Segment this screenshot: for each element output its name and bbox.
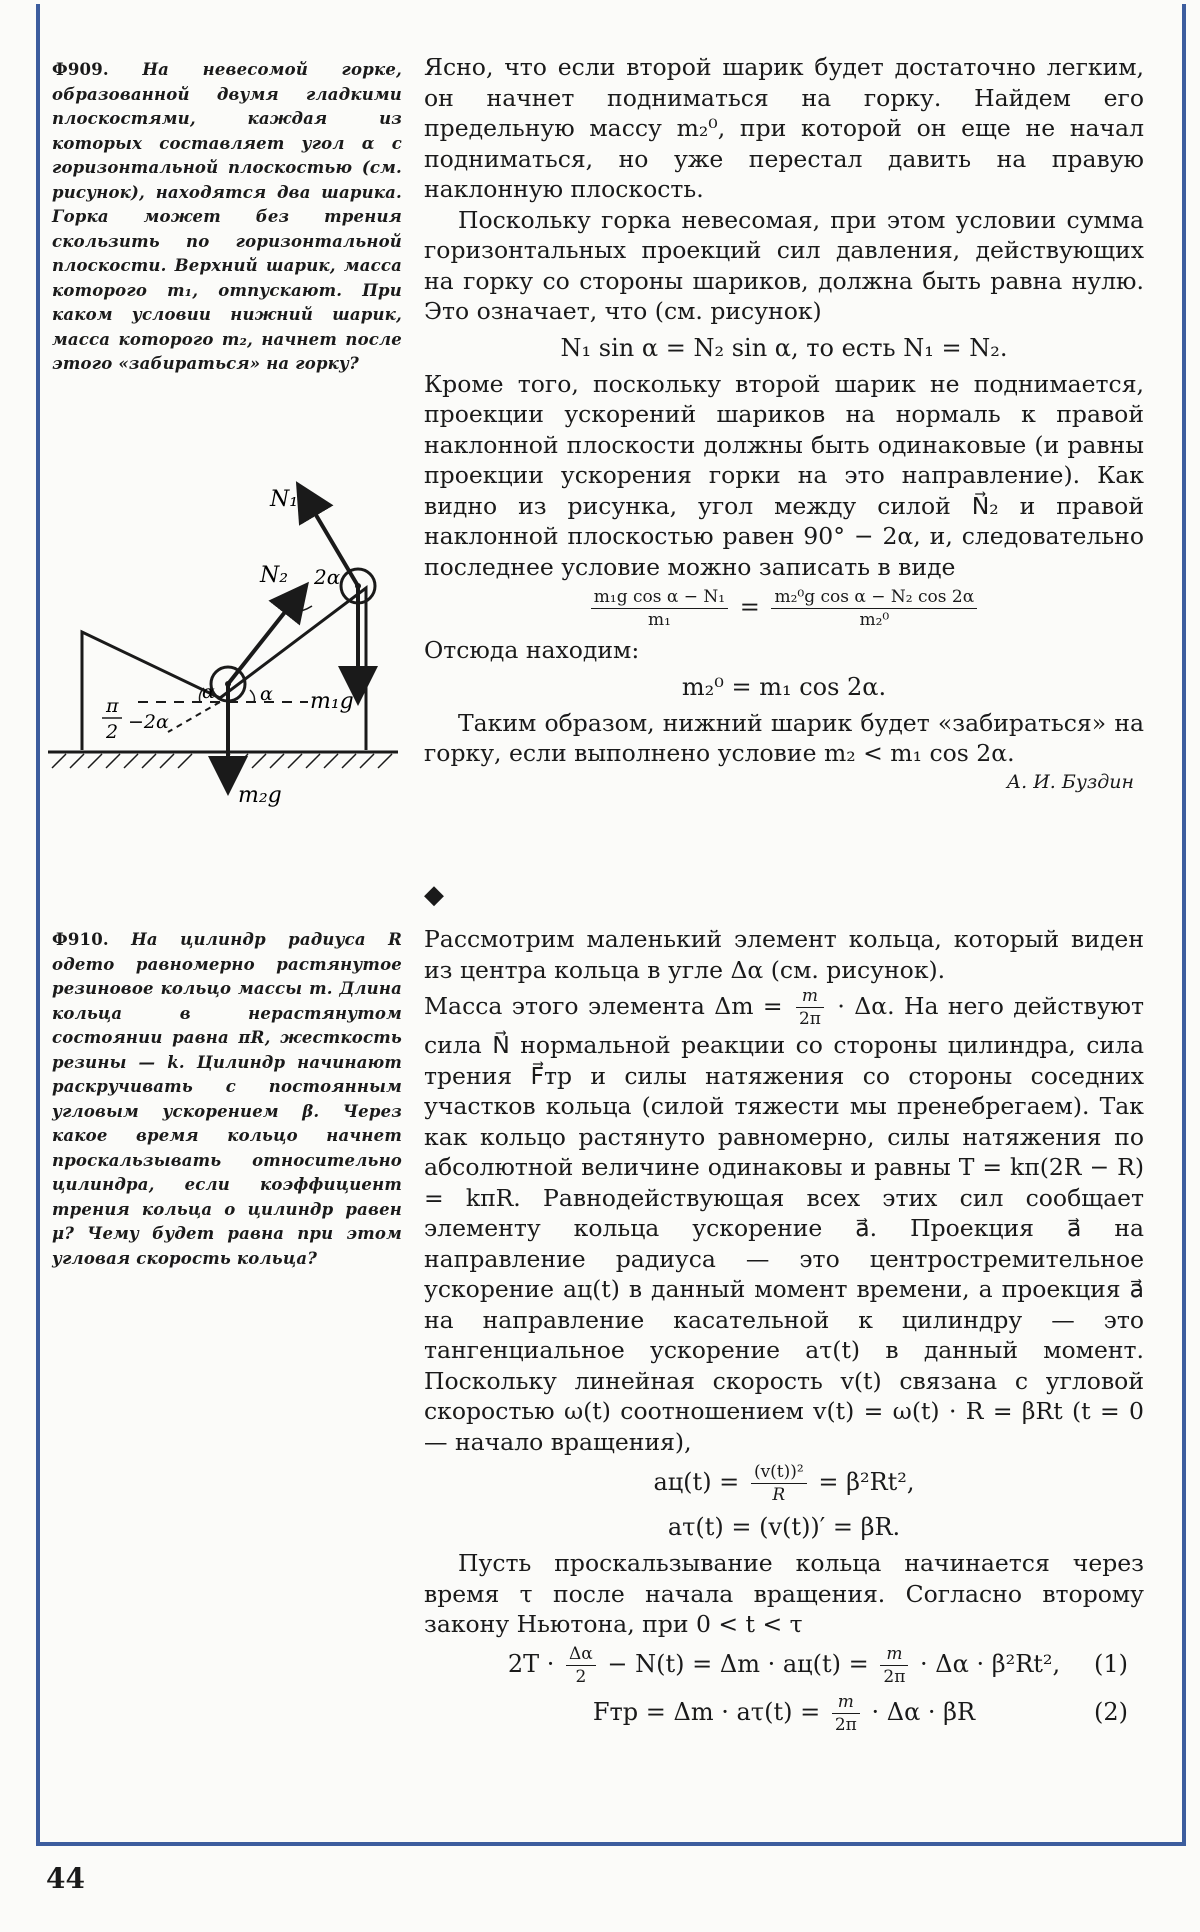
angle-a-right-arc (250, 690, 255, 702)
eq1-f1-num: Δα (566, 1643, 596, 1666)
label-n2: N₂ (260, 563, 289, 588)
f909-sol-p4: Отсюда находим: (424, 636, 640, 664)
eq1-f1-den: 2 (575, 1666, 587, 1687)
f909-sol-p2: Поскольку горка невесомая, при этом условии сумма горизонтальных проекций сил давления, действующих на горку со стороны шариков, должна быть равна нулю. Это означает, что (см. рисунок) (424, 205, 1144, 325)
f910-sol-p3: Пусть проскальзывание кольца начинается через время τ после начала вращения. Согласно второму закону Ньютона, при 0 < t < τ (424, 1549, 1144, 1638)
eq1-number: (1) (1094, 1649, 1128, 1678)
p2-frac-num: m (796, 985, 824, 1008)
eq2b-f-den: 2π (834, 1714, 857, 1735)
eq2-equals: = (739, 593, 760, 621)
eq1-part-c: · Δα · β²Rt², (920, 1649, 1061, 1678)
f910-eq-at: aτ(t) = (v(t))′ = βR. (667, 1513, 901, 1541)
f909-figure (48, 470, 404, 810)
f910-text: На цилиндр радиуса R одето равномерно растянутое резиновое кольцо массы m. Длина кольца в нерастянутом состоянии равна πR, жесткость резины — k. Цилиндр начинают раскручивать с постоянным угловым ускорением β. Через какое время кольцо начнет проскальзывать относительно цилиндра, если коэффициент трения кольца о цилиндр равен μ? Чему будет равна при этом угловая скорость кольца? (52, 930, 402, 1268)
f909-number: Ф909. (52, 60, 109, 79)
f909-eq2 (424, 586, 1144, 631)
f909-sol-p1: Ясно, что если второй шарик будет достаточно легким, он начнет подниматься на горку. Найдем его предельную массу m₂⁰, при которой он еще не начал подниматься, но уже перестал давить на правую наклонную плоскость. (424, 53, 1144, 203)
label-n1: N₁ (270, 487, 299, 512)
f910-eq1 (424, 1640, 1144, 1688)
eq-ac-fraction (751, 1461, 807, 1506)
eq2-left-den: m₁ (647, 610, 671, 630)
f909-sol-p3: Кроме того, поскольку второй шарик не поднимается, проекции ускорений шариков на нормаль к правой наклонной плоскости должны быть одинаковые (и равны проекции ускорения горки на это направление). Как видно из рисунка, угол между силой N⃗₂ и правой наклонной плоскостью равен 90° − 2α, и, следовательно последнее условие можно записать в виде (424, 369, 1144, 581)
label-a-left: α (202, 681, 215, 703)
f909-author: А. И. Буздин (1006, 770, 1134, 793)
label-m2g: m₂g (238, 783, 282, 808)
ground-hatching (52, 754, 392, 768)
f909-eq3: m₂⁰ = m₁ cos 2α. (681, 672, 887, 701)
f909-sol-p5: Таким образом, нижний шарик будет «забираться» на горку, если выполнено условие m₂ < m₁ cos 2α. (424, 708, 1144, 767)
eq-ac-num: (v(t))² (751, 1461, 807, 1484)
f909-problem (52, 58, 402, 377)
eq2-right-num: m₂⁰g cos α − N₂ cos 2α (771, 586, 977, 609)
label-pi: π (106, 695, 119, 717)
label-two: 2 (106, 721, 119, 743)
label-2a: 2α (314, 565, 341, 589)
eq2-part-b: · Δα · βR (871, 1697, 976, 1726)
eq2-right-fraction (771, 586, 977, 631)
f910-eq2 (424, 1688, 1144, 1736)
p2-pre: Масса этого элемента Δm = (424, 992, 783, 1020)
eq-ac-pre: aц(t) = (653, 1468, 740, 1496)
f910-sol-p2 (424, 985, 1144, 1457)
eq2b-f-num: m (832, 1691, 860, 1714)
eq2-number: (2) (1094, 1697, 1128, 1726)
f910-number: Ф910. (52, 930, 109, 949)
eq2-right-den: m₂⁰ (859, 610, 890, 630)
p2-post: · Δα. На него действуют сила N⃗ нормальной реакции со стороны цилиндра, сила трения F⃗тр и силы натяжения со стороны соседних участков кольца (силой тяжести мы пренебрегаем). Так как кольцо растянуто равномерно, силы натяжения по абсолютной величине одинаковы и равны T = kπ(2R − R) = kπR. Равнодействующая всех этих сил сообщает элементу кольца ускорение a⃗. Проекция a⃗ на направление радиуса — это центростремительное ускорение aц(t) в данный момент времени, а проекция a⃗ на направление касательной к цилиндру — это тангенциальное ускорение aτ(t) в данный момент. Поскольку линейная скорость v(t) связана с угловой скоростью ω(t) соотношением v(t) = ω(t) · R = βRt (t = 0 — начало вращения), (424, 992, 1144, 1456)
n2-vector (228, 588, 304, 684)
f910-solution (424, 924, 1144, 1736)
eq1-f2-num: m (880, 1643, 908, 1666)
eq1-f2-den: 2π (883, 1666, 906, 1687)
eq-ac-den: R (772, 1485, 786, 1505)
eq-ac-post: = β²Rt², (818, 1468, 915, 1496)
p2-fraction (796, 985, 824, 1030)
label-a-right: α (260, 683, 273, 705)
normal-dashed (168, 702, 220, 732)
eq2-left-fraction (591, 586, 728, 631)
eq2-left-num: m₁g cos α − N₁ (591, 586, 728, 609)
f910-sol-p1: Рассмотрим маленький элемент кольца, который виден из центра кольца в угле Δα (см. рисунок). (424, 925, 1144, 984)
f909-eq1: N₁ sin α = N₂ sin α, то есть N₁ = N₂. (560, 333, 1008, 362)
f909-solution (424, 52, 1144, 795)
eq1-fraction-1 (566, 1643, 596, 1688)
p2-frac-den: 2π (798, 1009, 821, 1029)
section-separator: ◆ (424, 880, 444, 910)
f910-eq-ac (424, 1461, 1144, 1506)
label-minus-2a: −2α (128, 711, 169, 733)
eq1-part-b: − N(t) = Δm · aц(t) = (607, 1649, 869, 1678)
f910-problem (52, 928, 402, 1271)
eq1-part-a: 2T · (507, 1649, 555, 1678)
eq2b-fraction (832, 1691, 860, 1736)
eq2-part-a: Fтр = Δm · aτ(t) = (592, 1697, 821, 1726)
eq1-fraction-2 (880, 1643, 908, 1688)
page-number: 44 (46, 1862, 85, 1895)
f909-text: На невесомой горке, образованной двумя гладкими плоскостями, каждая из которых составляет угол α с горизонтальной плоскостью (см. рисунок), находятся два шарика. Горка может без трения скользить по горизонтальной плоскости. Верхний шарик, масса которого m₁, отпускают. При каком условии нижний шарик, масса которого m₂, начнет после этого «забираться» на горку? (52, 60, 402, 373)
label-m1g: m₁g (310, 689, 354, 714)
